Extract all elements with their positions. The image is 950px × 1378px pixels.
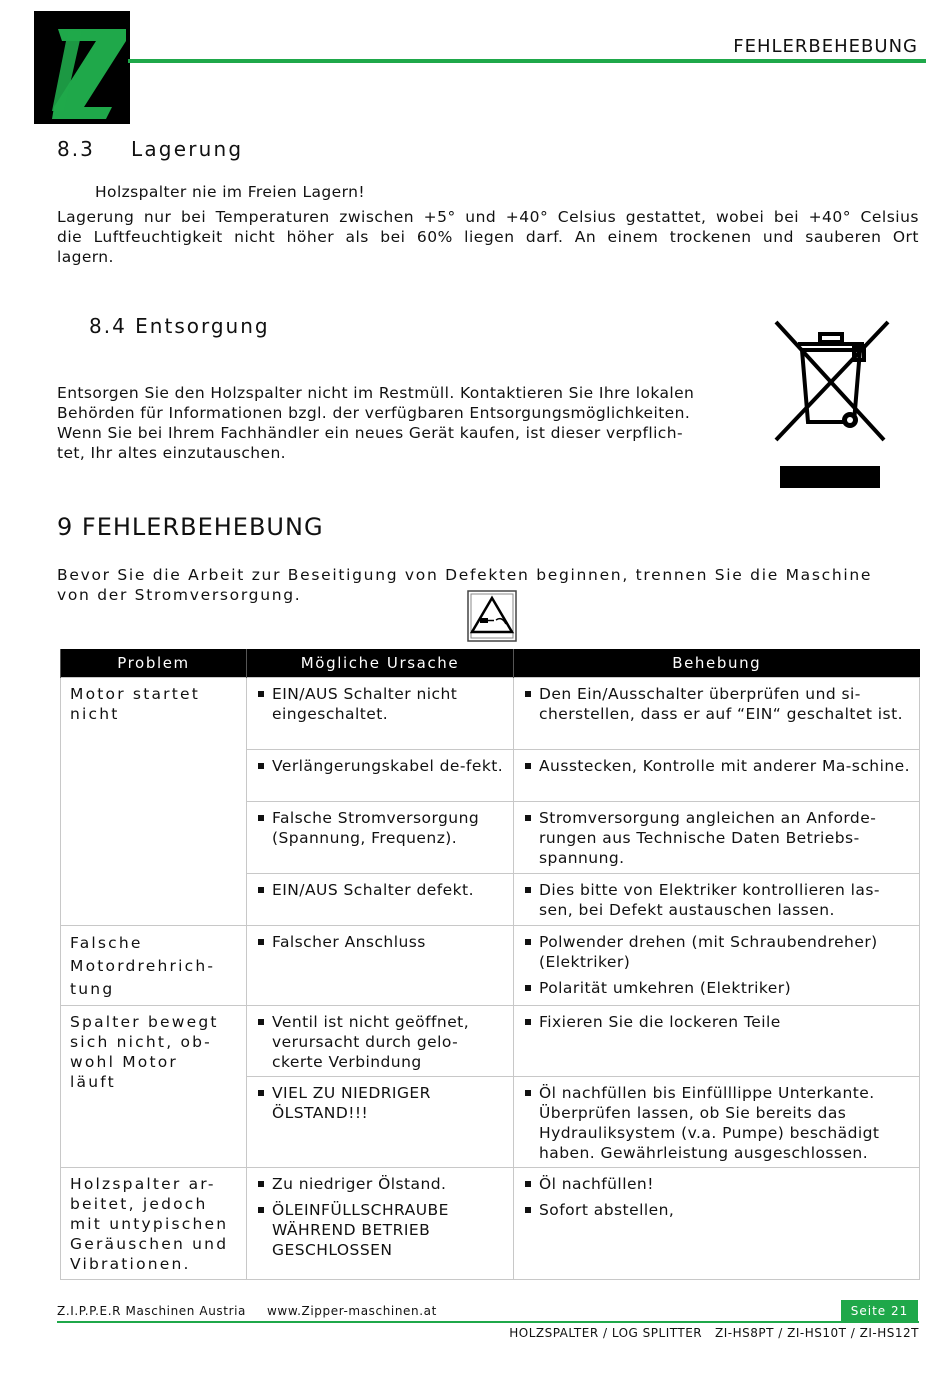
table-row [61,926,920,1006]
fix-cell [514,802,920,874]
cause-item: Ventil ist nicht geöffnet, verursacht durch gelo-ckerte Verbindung [256,1012,505,1072]
cause-cell [247,1077,514,1168]
cause-cell [247,926,514,1006]
storage-paragraph [57,207,919,267]
cause-item: VIEL ZU NIEDRIGER ÖLSTAND!!! [256,1083,505,1123]
fix-cell [514,1168,920,1280]
cause-cell [247,1006,514,1077]
footer-rule [57,1321,919,1323]
table-header-row [61,649,920,678]
page-number-badge: Seite 21 [841,1300,918,1321]
fix-cell [514,874,920,926]
fix-cell [514,750,920,802]
fix-item: Den Ein/Ausschalter überprüfen und si-cherstellen, dass er auf “EIN“ geschaltet ist. [523,684,911,724]
problem-text: Falsche Motordrehrich-tung [70,934,216,998]
disposal-paragraph [57,383,694,463]
fix-item: Polwender drehen (mit Schraubendreher) (Elektriker) [523,932,911,972]
disposal-line: Wenn Sie bei Ihrem Fachhändler ein neues Gerät kaufen, ist dieser verpflich- [57,424,683,442]
unplug-warning-icon [467,590,517,642]
fix-item: Sofort abstellen, [523,1200,911,1220]
fix-cell [514,678,920,750]
cause-item: Verlängerungskabel de-fekt. [256,756,505,776]
column-header-problem: Problem [61,649,247,678]
fix-item: Fixieren Sie die lockeren Teile [523,1012,911,1032]
problem-text: Motor startet nicht [70,685,201,723]
table-row [61,678,920,750]
cause-cell [247,802,514,874]
cause-item: ÖLEINFÜLLSCHRAUBE WÄHREND BETRIEB GESCHLOSSEN [256,1200,505,1260]
footer-website-link[interactable]: www.Zipper-maschinen.at [267,1304,437,1318]
cause-cell [247,678,514,750]
section-8-3-title: Lagerung [131,137,244,161]
cause-item: Falscher Anschluss [256,932,505,952]
table-row [61,1006,920,1077]
column-header-fix: Behebung [514,649,920,678]
storage-warning: Holzspalter nie im Freien Lagern! [95,183,365,201]
problem-cell [61,1006,247,1168]
fix-cell [514,926,920,1006]
disposal-line: Behörden für Informationen bzgl. der verfügbaren Entsorgungsmöglichkeiten. [57,404,691,422]
problem-text: Spalter bewegt sich nicht, ob-wohl Motor läuft [70,1013,219,1091]
section-9-line: Bevor Sie die Arbeit zur Beseitigung von Defekten beginnen, trennen Sie die Maschine [57,566,873,584]
section-9-heading: 9 FEHLERBEHEBUNG [57,513,324,541]
cause-item: EIN/AUS Schalter nicht eingeschaltet. [256,684,505,724]
fix-item: Öl nachfüllen! [523,1174,911,1194]
section-8-3-number: 8.3 [57,137,95,161]
fix-item: Öl nachfüllen bis Einfülllippe Unterkante. Überprüfen lassen, ob Sie bereits das Hydrauliksystem (v.a. Pumpe) beschädigt haben. Gewährleistung ausgeschlossen. [523,1083,911,1163]
zipper-z-logo-icon [34,11,130,124]
header-title: FEHLERBEHEBUNG [733,36,918,57]
zipper-logo [34,11,130,124]
footer-company: Z.I.P.P.E.R Maschinen Austria [57,1304,246,1318]
disposal-line: Entsorgen Sie den Holzspalter nicht im Restmüll. Kontaktieren Sie Ihre lokalen [57,384,695,402]
troubleshooting-table [60,649,920,1280]
section-9-line: von der Stromversorgung. [57,586,302,604]
problem-cell [61,1168,247,1280]
cause-item: Zu niedriger Ölstand. [256,1174,505,1194]
fix-item: Stromversorgung angleichen an Anforde-rungen aus Technische Daten Betriebs-spannung. [523,808,911,868]
section-8-3-heading [57,137,243,161]
cause-cell [247,1168,514,1280]
column-header-cause: Mögliche Ursache [247,649,514,678]
fix-item: Ausstecken, Kontrolle mit anderer Ma-schine. [523,756,911,776]
storage-line: lagern. [57,248,114,266]
crossed-out-wheelie-bin-icon [770,318,894,444]
disposal-line: tet, Ihr altes einzutauschen. [57,444,286,462]
cause-cell [247,750,514,802]
storage-line: Lagerung nur bei Temperaturen zwischen +5° und +40° Celsius gestattet, wobei bei +40° Celsius [57,208,919,226]
table-row [61,1168,920,1280]
fix-cell [514,1077,920,1168]
problem-text: Holzspalter ar-beitet, jedoch mit untypischen Geräuschen und Vibrationen. [70,1175,229,1273]
problem-cell [61,926,247,1006]
header-rule [128,59,926,63]
weee-black-bar [780,466,880,488]
fix-item: Dies bitte von Elektriker kontrollieren las-sen, bei Defekt austauschen lassen. [523,880,911,920]
section-8-4-heading: 8.4 Entsorgung [89,314,270,338]
cause-cell [247,874,514,926]
fix-cell [514,1006,920,1077]
section-9-paragraph [57,565,872,605]
fix-item: Polarität umkehren (Elektriker) [523,978,911,998]
footer-product-line: HOLZSPALTER / LOG SPLITTER ZI-HS8PT / ZI-HS10T / ZI-HS12T [509,1326,919,1340]
cause-item: EIN/AUS Schalter defekt. [256,880,505,900]
problem-cell [61,678,247,926]
cause-item: Falsche Stromversorgung (Spannung, Frequenz). [256,808,505,848]
storage-line: die Luftfeuchtigkeit nicht höher als bei 60% liegen darf. An einem trockenen und sauberen Ort [57,228,919,246]
